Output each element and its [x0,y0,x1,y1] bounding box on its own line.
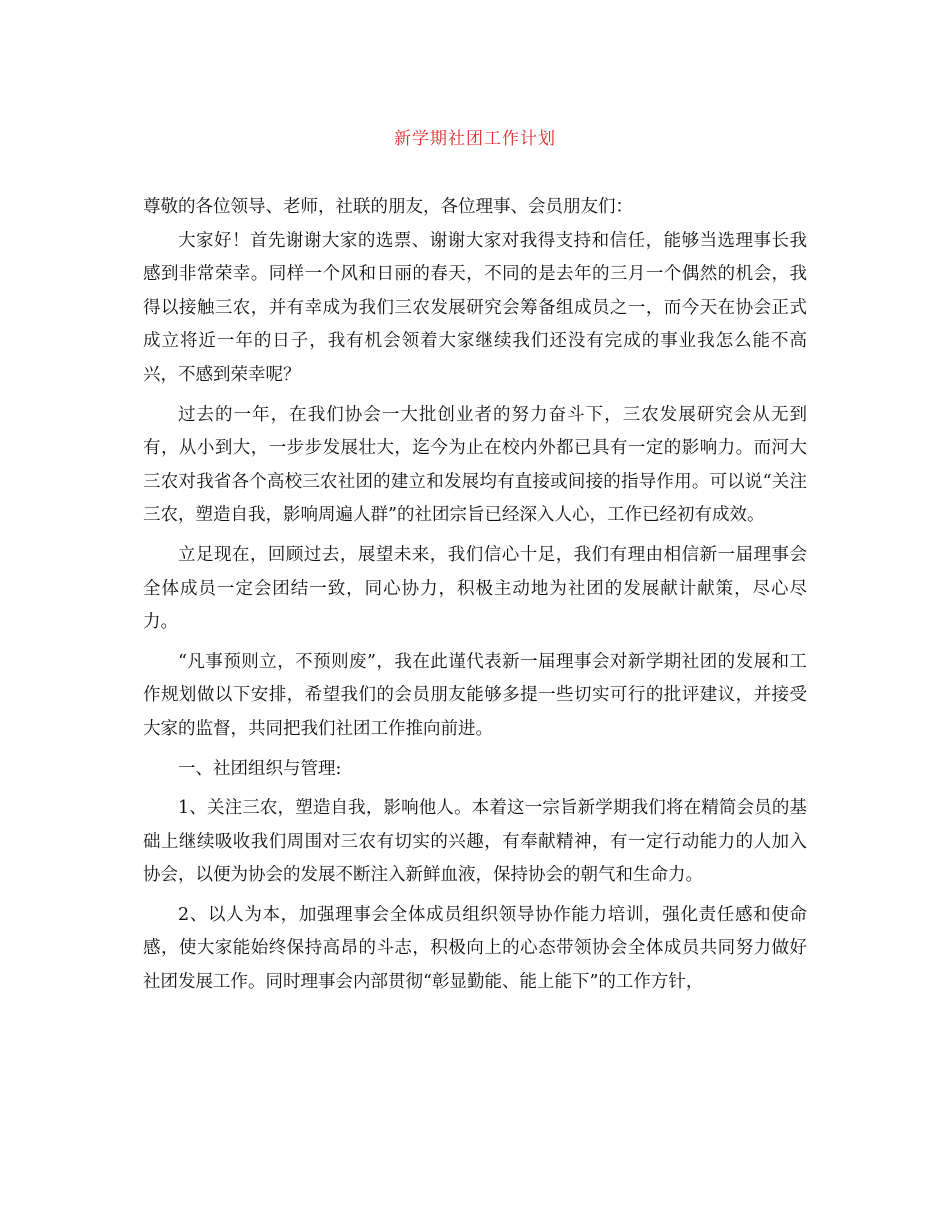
list-item-1: 1、关注三农，塑造自我，影响他人。本着这一宗旨新学期我们将在精简会员的基础上继续吸收我们周围对三农有切实的兴趣，有奉献精神，有一定行动能力的人加入协会，以便为协会的发展不断注入新鲜血液，保持协会的朝气和生命力。 [143,798,807,886]
document-body [143,191,807,1006]
paragraph-plan-intro: “凡事预则立，不预则废”，我在此谨代表新一届理事会对新学期社团的发展和工作规划做以下安排，希望我们的会员朋友能够多提一些切实可行的批评建议，并接受大家的监督，共同把我们社团工作推向前进。 [143,651,807,739]
list-item-2: 2、以人为本，加强理事会全体成员组织领导协作能力培训，强化责任感和使命感，使大家能始终保持高昂的斗志，积极向上的心态带领协会全体成员共同努力做好社团发展工作。同时理事会内部贯彻“彰显勤能、能上能下”的工作方针， [143,904,807,993]
document-title: 新学期社团工作计划 [394,129,556,149]
salutation: 尊敬的各位领导、老师，社联的朋友，各位理事、会员朋友们： [143,197,633,217]
section-heading-organization: 一、社团组织与管理: [178,758,342,779]
paragraph-confidence: 立足现在，回顾过去，展望未来，我们信心十足，我们有理由相信新一届理事会全体成员一定会团结一致，同心协力，积极主动地为社团的发展献计献策，尽心尽力。 [143,544,807,633]
paragraph-greeting: 大家好！首先谢谢大家的选票、谢谢大家对我得支持和信任，能够当选理事长我感到非常荣幸。同样一个风和日丽的春天，不同的是去年的三月一个偶然的机会，我得以接触三农，并有幸成为我们三农发展研究会筹备组成员之一，而今天在协会正式成立将近一年的日子，我有机会领着大家继续我们还没有完成的事业我怎么能不高兴，不感到荣幸呢？ [143,230,807,385]
paragraph-past-year: 过去的一年，在我们协会一大批创业者的努力奋斗下，三农发展研究会从无到有，从小到大，一步步发展壮大，迄今为止在校内外都已具有一定的影响力。而河大三农对我省各个高校三农社团的建立和发展均有直接或间接的指导作用。可以说“关注三农，塑造自我，影响周遍人群”的社团宗旨已经深入人心，工作已经初有成效。 [143,404,807,526]
